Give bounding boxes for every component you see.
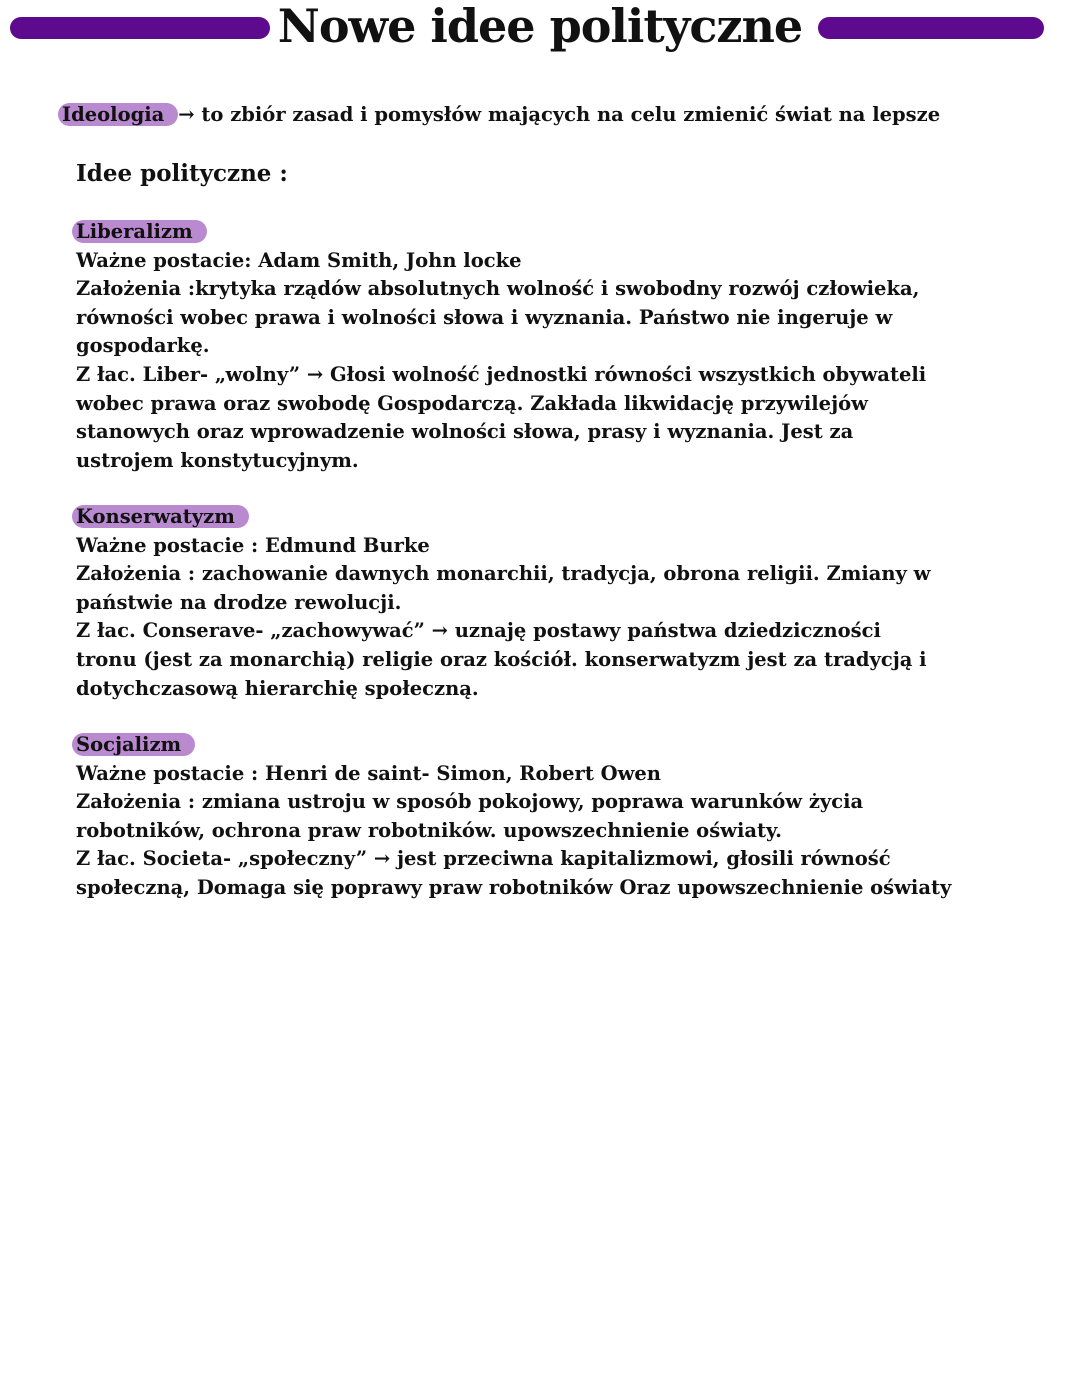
section-heading xyxy=(76,503,249,532)
section-text-line: Założenia : zachowanie dawnych monarchii, tradycja, obrona religii. Zmiany w xyxy=(76,562,931,586)
section-heading-label: Socjalizm xyxy=(72,733,195,756)
section-heading-label: Konserwatyzm xyxy=(72,505,249,528)
page-title: Nowe idee polityczne xyxy=(277,0,803,53)
section-text-line: dotychczasową hierarchię społeczną. xyxy=(76,676,479,700)
section-text-line: stanowych oraz wprowadzenie wolności słowa, prasy i wyznania. Jest za xyxy=(76,420,854,444)
section-heading xyxy=(76,731,195,760)
section-heading xyxy=(76,218,207,247)
section-text-line: państwie na drodze rewolucji. xyxy=(76,590,402,614)
section-text-line: Ważne postacie : Henri de saint- Simon, Robert Owen xyxy=(76,761,661,785)
section-text-line: wobec prawa oraz swobodę Gospodarczą. Zakłada likwidację przywilejów xyxy=(76,391,868,415)
section-text-line: Założenia : zmiana ustroju w sposób pokojowy, poprawa warunków życia xyxy=(76,790,864,814)
section-text-line: ustrojem konstytucyjnym. xyxy=(76,448,359,472)
subheading: Idee polityczne : xyxy=(76,160,288,187)
section-text-line: robotników, ochrona praw robotników. upowszechnienie oświaty. xyxy=(76,818,782,842)
section-text-line: Ważne postacie: Adam Smith, John locke xyxy=(76,248,522,272)
section-text-line: tronu (jest za monarchią) religie oraz kościół. konserwatyzm jest za tradycją i xyxy=(76,648,927,671)
definition-term: Ideologia xyxy=(58,103,178,126)
section-text-line: społeczną, Domaga się poprawy praw robotników Oraz upowszechnienie oświaty xyxy=(76,876,952,899)
section-text-line: Z łac. Conserave- „zachowywać” → uznaję postawy państwa dziedziczności xyxy=(76,619,881,643)
section-text-line: gospodarkę. xyxy=(76,334,210,358)
section-text-line: Z łac. Societa- „społeczny” → jest przeciwna kapitalizmowi, głosili równość xyxy=(76,847,891,871)
section-text-line: Z łac. Liber- „wolny” → Głosi wolność jednostki równości wszystkich obywateli xyxy=(76,363,927,386)
section-text-line: Ważne postacie : Edmund Burke xyxy=(76,533,430,557)
section-text-line: równości wobec prawa i wolności słowa i wyznania. Państwo nie ingeruje w xyxy=(76,305,893,329)
section-text-line: Założenia :krytyka rządów absolutnych wolność i swobodny rozwój człowieka, xyxy=(76,277,920,301)
definition xyxy=(62,101,940,130)
definition-text: → to zbiór zasad i pomysłów mających na celu zmienić świat na lepsze xyxy=(178,103,941,126)
section-heading-label: Liberalizm xyxy=(72,220,207,243)
